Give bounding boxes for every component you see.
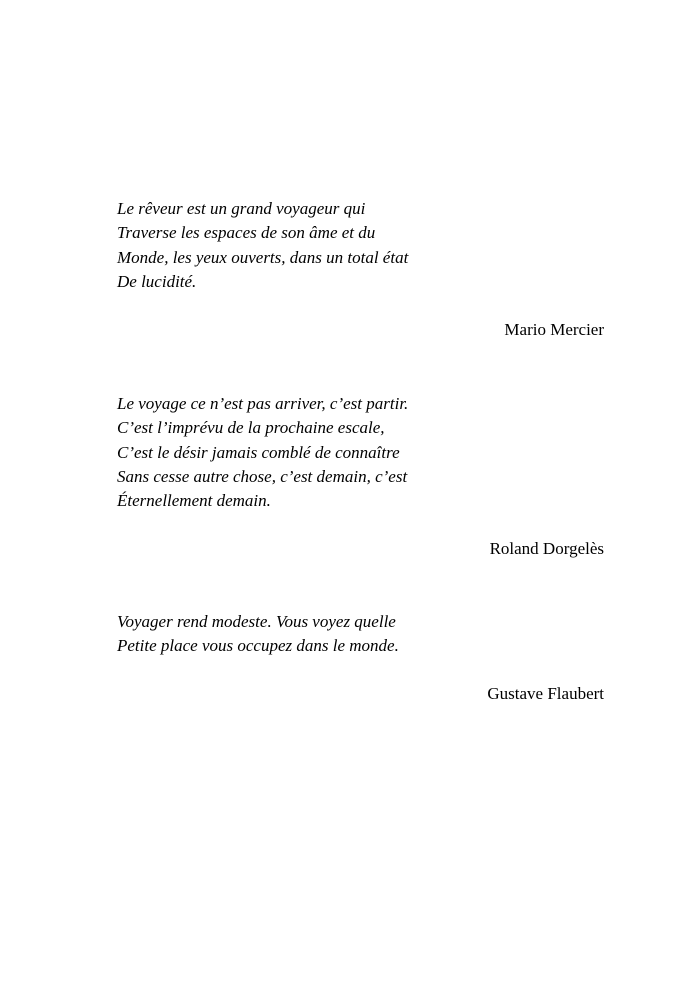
quote-line: Éternellement demain. <box>117 491 271 511</box>
quote-line: Monde, les yeux ouverts, dans un total état <box>117 247 409 267</box>
quote-line: Traverse les espaces de son âme et du <box>117 223 376 243</box>
quote-block <box>117 392 408 513</box>
quote-line: C’est le désir jamais comblé de connaître <box>117 442 400 462</box>
quote-line: De lucidité. <box>117 271 197 291</box>
quote-line: C’est l’imprévu de la prochaine escale, <box>117 418 385 438</box>
quote-author: Roland Dorgelès <box>489 539 604 558</box>
quote-author: Gustave Flaubert <box>487 684 604 703</box>
quote-line: Le voyage ce n’est pas arriver, c’est partir. <box>117 394 409 413</box>
quote-line: Petite place vous occupez dans le monde. <box>117 636 399 656</box>
quote-line: Sans cesse autre chose, c’est demain, c’est <box>117 466 408 486</box>
quote-block <box>117 197 408 294</box>
quote-line: Le rêveur est un grand voyageur qui <box>117 199 366 218</box>
quote-author: Mario Mercier <box>504 320 604 339</box>
quote-line: Voyager rend modeste. Vous voyez quelle <box>117 612 396 631</box>
quote-block <box>117 610 399 659</box>
